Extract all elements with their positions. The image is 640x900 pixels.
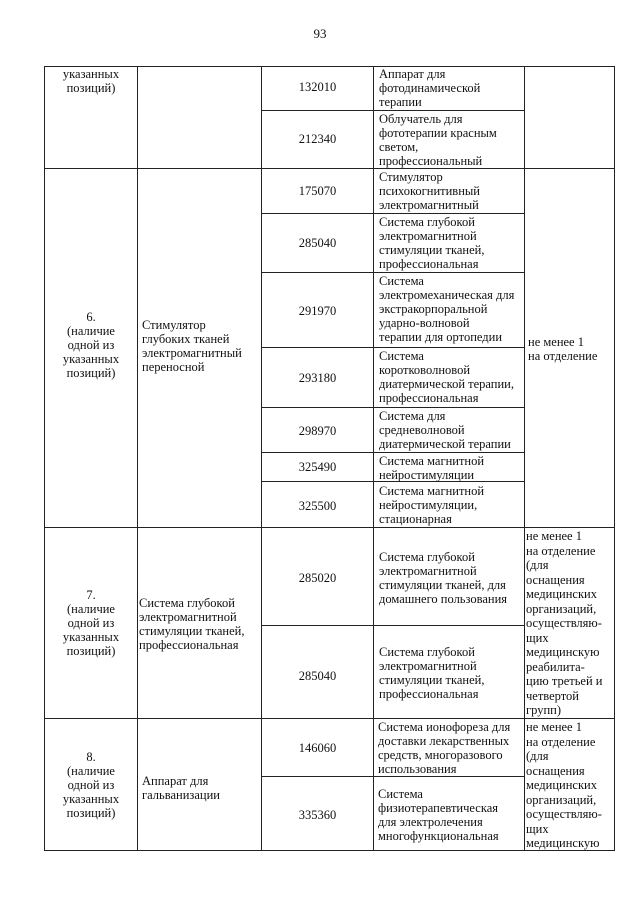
code-cell: 335360 (298, 808, 337, 822)
table-border (261, 776, 524, 777)
item-name-cell: Система глубокой электромагнитной стимуляции тканей, профессиональная (379, 215, 485, 271)
position-name-cell: Стимулятор глубоких тканей электромагнитный переносной (142, 318, 242, 374)
table-border (261, 625, 524, 626)
page-number: 93 (313, 26, 327, 41)
item-name-cell: Система магнитной нейростимуляции (379, 454, 485, 482)
table-border (261, 407, 524, 408)
position-name-cell: Аппарат для гальванизации (142, 774, 220, 802)
requirement-cell: не менее 1 на отделение (для оснащения медицинских организаций, осуществляю- щих медицинскую (526, 720, 602, 850)
table-border (261, 213, 524, 214)
table-border (44, 527, 615, 528)
table-border (261, 110, 524, 111)
code-cell: 212340 (298, 132, 337, 146)
table-border (261, 347, 524, 348)
item-name-cell: Аппарат для фотодинамической терапии (379, 67, 481, 109)
code-cell: 293180 (298, 371, 337, 385)
item-name-cell: Система глубокой электромагнитной стимуляции тканей, профессиональная (379, 645, 485, 701)
requirement-cell: не менее 1 на отделение (528, 335, 598, 363)
table-border (373, 66, 374, 850)
table-border (614, 66, 615, 850)
code-cell: 132010 (298, 80, 337, 94)
item-name-cell: Система электромеханическая для экстракорпоральной ударно-волновой терапии для ортопедии (379, 274, 515, 344)
code-cell: 146060 (298, 741, 337, 755)
item-name-cell: Система для средневолновой диатермической терапии (379, 409, 511, 451)
table-border (44, 66, 45, 850)
table-border (261, 272, 524, 273)
item-name-cell: Система глубокой электромагнитной стимуляции тканей, для домашнего пользования (379, 550, 508, 606)
item-name-cell: Облучатель для фототерапии красным светом, профессиональный (379, 112, 497, 168)
item-name-cell: Система коротковолновой диатермической терапии, профессиональная (379, 349, 514, 405)
table-border (524, 66, 525, 850)
code-cell: 175070 (298, 184, 337, 198)
code-cell: 285040 (298, 669, 337, 683)
code-cell: 298970 (298, 424, 337, 438)
item-name-cell: Система магнитной нейростимуляции, стационарная (379, 484, 485, 526)
group-cell: 8. (наличие одной из указанных позиций) (62, 750, 120, 820)
table-border (44, 168, 615, 169)
code-cell: 325490 (298, 460, 337, 474)
group-cell: 6. (наличие одной из указанных позиций) (62, 310, 120, 380)
table-border (137, 66, 138, 850)
code-cell: 285020 (298, 571, 337, 585)
item-name-cell: Стимулятор психокогнитивный электромагнитный (379, 170, 480, 212)
position-name-cell: Система глубокой электромагнитной стимуляции тканей, профессиональная (139, 596, 245, 652)
code-cell: 285040 (298, 236, 337, 250)
item-name-cell: Система ионофореза для доставки лекарственных средств, многоразового использования (378, 720, 511, 776)
group-cell: указанных позиций) (62, 67, 120, 95)
code-cell: 325500 (298, 499, 337, 513)
requirement-cell: не менее 1 на отделение (для оснащения медицинских организаций, осуществляю- щих медицинскую реабилита- цию третьей и четвертой групп) (526, 529, 603, 717)
table-border (44, 718, 615, 719)
item-name-cell: Система физиотерапевтическая для электролечения многофункциональная (378, 787, 499, 843)
table-border (261, 452, 524, 453)
group-cell: 7. (наличие одной из указанных позиций) (62, 588, 120, 658)
code-cell: 291970 (298, 304, 337, 318)
